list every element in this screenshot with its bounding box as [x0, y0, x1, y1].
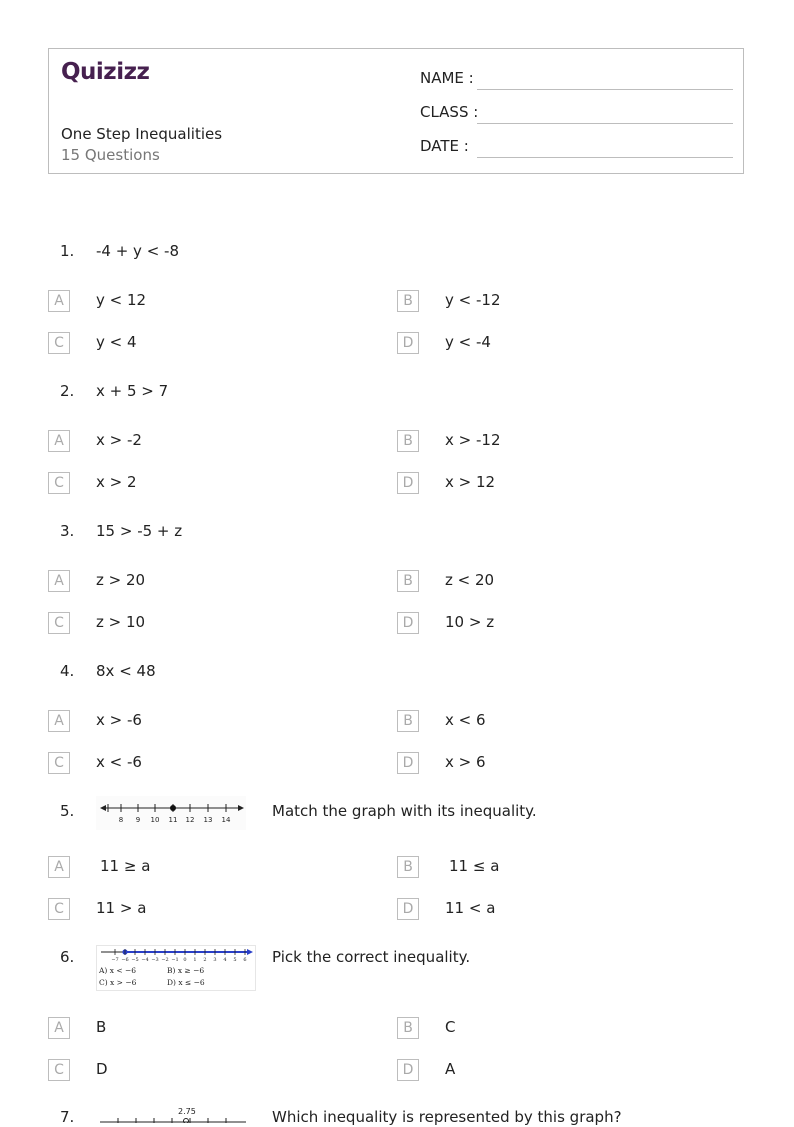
tick-label: 10	[150, 816, 160, 824]
option-d-text: 11 < a	[445, 899, 496, 917]
option-d-text: A	[445, 1060, 456, 1078]
class-line[interactable]	[477, 123, 733, 124]
option-a-text: y < 12	[96, 291, 147, 309]
option-c-text: z > 10	[96, 613, 146, 631]
option-a-box[interactable]: A	[48, 290, 70, 312]
option-c-box[interactable]: C	[48, 612, 70, 634]
option-d-text: 10 > z	[445, 613, 495, 631]
option-a-text: z > 20	[96, 571, 146, 589]
tick-label: 8	[118, 816, 124, 824]
name-line[interactable]	[477, 89, 733, 90]
tick-label: −2	[161, 957, 169, 963]
tick-label: 3	[213, 957, 217, 963]
tick-label: 6	[243, 957, 247, 963]
option-b-box[interactable]: B	[397, 430, 419, 452]
option-c-box[interactable]: C	[48, 472, 70, 494]
option-c-text: D	[96, 1060, 108, 1078]
graph-choice: C) x > −6	[99, 978, 137, 987]
question-text: Which inequality is represented by this graph?	[272, 1108, 622, 1126]
option-a-box[interactable]: A	[48, 1017, 70, 1039]
svg-text:Quizizz: Quizizz	[61, 59, 150, 85]
date-label: DATE :	[420, 137, 469, 155]
option-c-box[interactable]: C	[48, 752, 70, 774]
tick-label: 11	[168, 816, 178, 824]
tick-label: −1	[171, 957, 179, 963]
question-number: 3.	[60, 522, 75, 540]
option-b-box[interactable]: B	[397, 570, 419, 592]
question-text: -4 + y < -8	[96, 242, 179, 260]
tick-label: 14	[221, 816, 231, 824]
option-c-text: y < 4	[96, 333, 137, 351]
tick-label: −7	[111, 957, 119, 963]
quizizz-logo	[61, 57, 151, 91]
tick-label: 4	[223, 957, 227, 963]
option-b-text: x > -12	[445, 431, 501, 449]
name-label: NAME :	[420, 69, 474, 87]
option-c-box[interactable]: C	[48, 1059, 70, 1081]
option-a-box[interactable]: A	[48, 710, 70, 732]
option-a-box[interactable]: A	[48, 430, 70, 452]
option-d-box[interactable]: D	[397, 752, 419, 774]
number-line-image	[96, 1104, 250, 1123]
worksheet-header	[48, 48, 744, 174]
question-text: x + 5 > 7	[96, 382, 169, 400]
option-b-text: C	[445, 1018, 456, 1036]
question-text: Pick the correct inequality.	[272, 948, 471, 966]
tick-label: 5	[233, 957, 237, 963]
date-line[interactable]	[477, 157, 733, 158]
option-b-box[interactable]: B	[397, 856, 419, 878]
tick-label: 1	[193, 957, 197, 963]
option-a-text: x > -6	[96, 711, 142, 729]
class-label: CLASS :	[420, 103, 479, 121]
question-number: 4.	[60, 662, 75, 680]
question-count: 15 Questions	[61, 146, 160, 164]
number-line-image	[96, 945, 256, 991]
option-b-box[interactable]: B	[397, 710, 419, 732]
option-d-box[interactable]: D	[397, 1059, 419, 1081]
tick-label: 12	[185, 816, 195, 824]
option-a-text: x > -2	[96, 431, 142, 449]
option-a-text: 11 ≥ a	[100, 857, 151, 875]
tick-label: −4	[141, 957, 149, 963]
option-c-box[interactable]: C	[48, 898, 70, 920]
tick-label: −5	[131, 957, 139, 963]
option-c-box[interactable]: C	[48, 332, 70, 354]
graph-choice: A) x < −6	[99, 966, 137, 975]
tick-label: 2	[203, 957, 207, 963]
option-d-box[interactable]: D	[397, 332, 419, 354]
option-a-box[interactable]: A	[48, 856, 70, 878]
option-d-text: x > 6	[445, 753, 486, 771]
number-line-image	[96, 796, 246, 830]
option-c-text: 11 > a	[96, 899, 147, 917]
option-b-box[interactable]: B	[397, 290, 419, 312]
option-a-text: B	[96, 1018, 107, 1036]
graph-choice: D) x ≤ −6	[167, 978, 205, 987]
question-number: 2.	[60, 382, 75, 400]
option-c-text: x > 2	[96, 473, 137, 491]
question-text: 8x < 48	[96, 662, 156, 680]
option-a-box[interactable]: A	[48, 570, 70, 592]
option-c-text: x < -6	[96, 753, 142, 771]
option-d-text: y < -4	[445, 333, 491, 351]
question-number: 6.	[60, 948, 75, 966]
question-number: 5.	[60, 802, 75, 820]
option-d-box[interactable]: D	[397, 472, 419, 494]
graph-label: 2.75	[178, 1107, 196, 1116]
option-b-text: z < 20	[445, 571, 495, 589]
worksheet-title: One Step Inequalities	[61, 125, 223, 143]
tick-label: −6	[121, 957, 129, 963]
question-number: 1.	[60, 242, 75, 260]
question-text: 15 > -5 + z	[96, 522, 183, 540]
option-d-text: x > 12	[445, 473, 496, 491]
option-b-box[interactable]: B	[397, 1017, 419, 1039]
question-text: Match the graph with its inequality.	[272, 802, 537, 820]
option-d-box[interactable]: D	[397, 612, 419, 634]
tick-label: 0	[183, 957, 187, 963]
tick-label: 9	[135, 816, 141, 824]
option-b-text: 11 ≤ a	[449, 857, 500, 875]
tick-label: 13	[203, 816, 213, 824]
option-b-text: y < -12	[445, 291, 501, 309]
tick-label: −3	[151, 957, 159, 963]
option-b-text: x < 6	[445, 711, 486, 729]
question-number: 7.	[60, 1108, 75, 1126]
graph-choice: B) x ≥ −6	[167, 966, 205, 975]
option-d-box[interactable]: D	[397, 898, 419, 920]
